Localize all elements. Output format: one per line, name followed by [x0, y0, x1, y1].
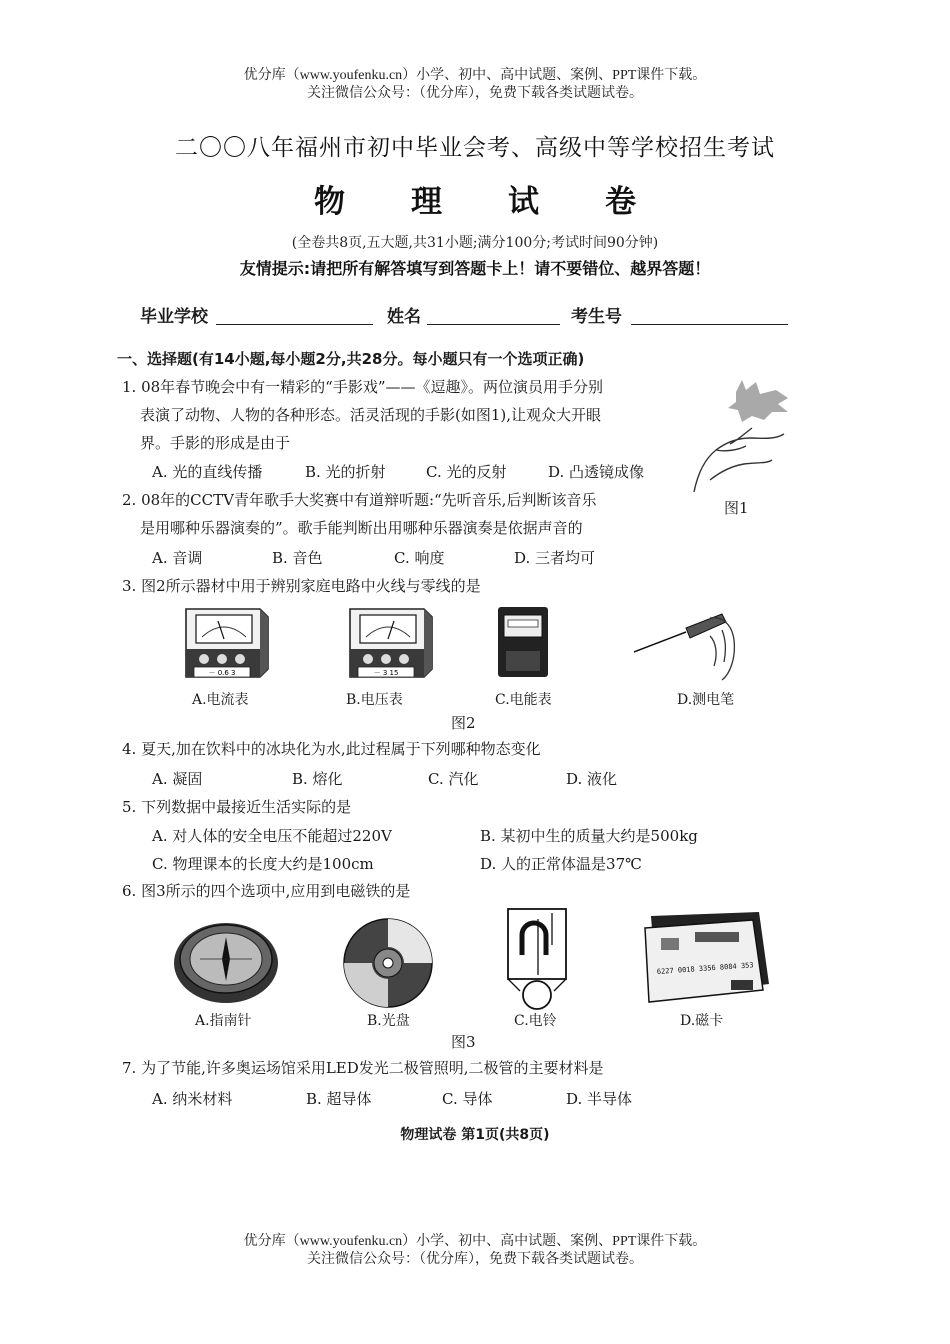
- exam-note: (全卷共8页,五大题,共31小题;满分100分;考试时间90分钟): [291, 235, 659, 251]
- question-line: 4. 夏天,加在饮料中的冰块化为水,此过程属于下列哪种物态变化: [122, 740, 541, 758]
- section-heading: 一、选择题(有14小题,每小题2分,共28分。每小题只有一个选项正确): [117, 350, 585, 368]
- exam-no-label: 考生号: [571, 307, 622, 327]
- option-d[interactable]: D. 人的正常体温是37℃: [480, 855, 642, 873]
- option-c[interactable]: C. 光的反射: [426, 463, 507, 481]
- option-d[interactable]: D. 三者均可: [514, 549, 596, 567]
- question-line: 5. 下列数据中最接近生活实际的是: [122, 798, 352, 816]
- optical-disc-figure: [340, 913, 440, 1013]
- compass-figure: [170, 915, 285, 1010]
- figure2-caption: 图2: [451, 714, 476, 732]
- test-pen-figure: [626, 600, 746, 685]
- question-line: 表演了动物、人物的各种形态。活灵活现的手影(如图1),让观众大开眼: [140, 406, 602, 424]
- figure3-caption: 图3: [451, 1033, 476, 1051]
- electric-bell-figure: [500, 905, 575, 1015]
- subject-title: [0, 176, 950, 221]
- fig2-item-voltmeter: B.电压表: [346, 692, 403, 708]
- watermark-line2-bottom: 关注微信公众号：（优分库），免费下载各类试题试卷。: [307, 1252, 643, 1267]
- option-b[interactable]: B. 音色: [272, 549, 323, 567]
- exam-title: 二〇〇八年福州市初中毕业会考、高级中等学校招生考试: [175, 135, 775, 161]
- energy-meter-figure: [494, 603, 554, 683]
- fig3-item-card: D.磁卡: [680, 1013, 724, 1029]
- hand-shadow-figure: [680, 372, 800, 502]
- card-number: 6227 0018 3356 8084 353: [656, 961, 754, 976]
- fig3-item-bell: C.电铃: [514, 1013, 557, 1029]
- option-b[interactable]: B. 光的折射: [305, 463, 386, 481]
- question-line: 7. 为了节能,许多奥运场馆采用LED发光二极管照明,二极管的主要材料是: [122, 1059, 604, 1077]
- subject-char: 试: [508, 184, 539, 220]
- friendly-tip: 友情提示:请把所有解答填写到答题卡上！请不要错位、越界答题！: [239, 259, 711, 278]
- watermark-line2-top: 关注微信公众号：（优分库），免费下载各类试题试卷。: [307, 86, 643, 101]
- name-label: 姓名: [387, 307, 421, 327]
- voltmeter-scale-label: － 3 15: [373, 669, 399, 677]
- fig2-item-ammeter: A.电流表: [192, 692, 249, 708]
- figure1-caption: 图1: [724, 499, 749, 517]
- ammeter-scale-label: － 0.6 3: [208, 669, 236, 677]
- school-field[interactable]: [216, 304, 373, 325]
- option-c[interactable]: C. 响度: [394, 549, 445, 567]
- question-line: 1. 08年春节晚会中有一精彩的“手影戏”——《逗趣》。两位演员用手分别: [122, 378, 604, 396]
- fig2-item-energy-meter: C.电能表: [495, 692, 552, 708]
- fig2-item-test-pen: D.测电笔: [677, 692, 735, 708]
- fig3-item-disc: B.光盘: [367, 1013, 410, 1029]
- option-d[interactable]: D. 凸透镜成像: [548, 463, 645, 481]
- magnetic-card-figure: [635, 910, 775, 1005]
- ammeter-figure: [180, 603, 275, 683]
- question-line: 是用哪种乐器演奏的”。歌手能判断出用哪种乐器演奏是依据声音的: [140, 519, 583, 537]
- question-line: 3. 图2所示器材中用于辨别家庭电路中火线与零线的是: [122, 577, 481, 595]
- option-d[interactable]: D. 液化: [566, 770, 618, 788]
- question-line: 界。手影的形成是由于: [140, 434, 291, 452]
- option-a[interactable]: A. 凝固: [152, 770, 203, 788]
- page-footer: 物理试卷 第1页(共8页): [400, 1127, 550, 1143]
- watermark-line1-bottom: 优分库（www.youfenku.cn）小学、初中、高中试题、案例、PPT课件下载。: [243, 1234, 707, 1249]
- question-line: 6. 图3所示的四个选项中,应用到电磁铁的是: [122, 882, 411, 900]
- option-c[interactable]: C. 物理课本的长度大约是100cm: [152, 855, 374, 873]
- voltmeter-figure: [344, 603, 439, 683]
- question-line: 2. 08年的CCTV青年歌手大奖赛中有道辩听题:“先听音乐,后判断该音乐: [122, 491, 597, 509]
- option-d[interactable]: D. 半导体: [566, 1090, 633, 1108]
- option-a[interactable]: A. 纳米材料: [152, 1090, 233, 1108]
- name-field[interactable]: [427, 304, 560, 325]
- option-b[interactable]: B. 某初中生的质量大约是500kg: [480, 827, 698, 845]
- option-a[interactable]: A. 光的直线传播: [152, 463, 263, 481]
- subject-char: 卷: [605, 184, 636, 220]
- subject-char: 物: [314, 184, 345, 220]
- option-a[interactable]: A. 音调: [152, 549, 203, 567]
- watermark-line1-top: 优分库（www.youfenku.cn）小学、初中、高中试题、案例、PPT课件下载。: [243, 68, 707, 83]
- option-a[interactable]: A. 对人体的安全电压不能超过220V: [152, 827, 392, 845]
- exam-no-field[interactable]: [631, 304, 788, 325]
- option-b[interactable]: B. 超导体: [306, 1090, 372, 1108]
- subject-char: 理: [411, 184, 442, 220]
- option-c[interactable]: C. 汽化: [428, 770, 479, 788]
- school-label: 毕业学校: [140, 307, 208, 327]
- option-b[interactable]: B. 熔化: [292, 770, 343, 788]
- fig3-item-compass: A.指南针: [195, 1013, 252, 1029]
- option-c[interactable]: C. 导体: [442, 1090, 493, 1108]
